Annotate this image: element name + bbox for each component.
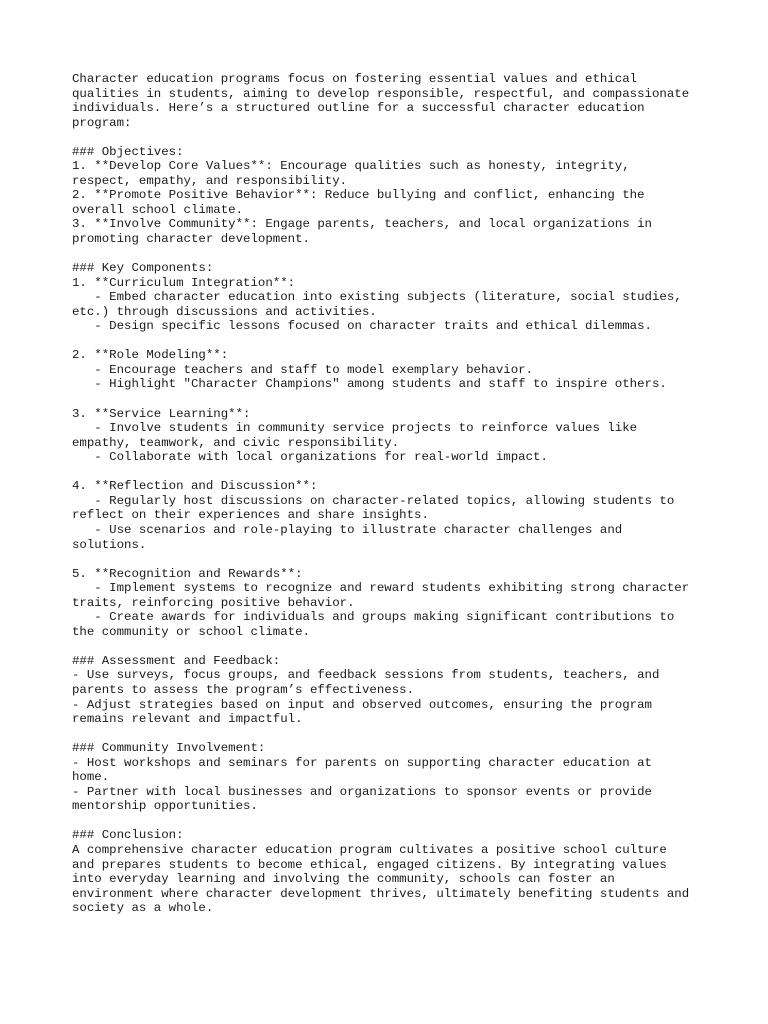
document-text-line: program: [72,115,132,130]
blank-line [72,247,712,262]
document-text-line: 1. **Develop Core Values**: Encourage qualities such as honesty, integrity, [72,159,630,174]
document-page [72,72,712,916]
document-text-line: - Partner with local businesses and organizations to sponsor events or provide [72,784,652,799]
document-text-line: qualities in students, aiming to develop responsible, respectful, and compassionate [72,86,690,101]
document-text-line: home. [72,770,110,785]
document-text-line: promoting character development. [72,232,310,247]
document-text-line: respect, empathy, and responsibility. [72,173,348,188]
blank-line [72,814,712,829]
document-text-line: - Create awards for individuals and groups making significant contributions to [72,610,675,625]
document-text-line: - Embed character education into existing subjects (literature, social studies, [72,290,682,305]
document-text-line: empathy, teamwork, and civic responsibility. [72,435,400,450]
document-text-line: 4. **Reflection and Discussion**: [72,479,318,494]
document-text-line: ### Community Involvement: [72,741,266,756]
document-text-line: 3. **Involve Community**: Engage parents, teachers, and local organizations in [72,217,652,232]
blank-line [72,334,712,349]
blank-line [72,465,712,480]
document-text-line: - Adjust strategies based on input and observed outcomes, ensuring the program [72,697,652,712]
document-text-line: ### Assessment and Feedback: [72,653,281,668]
document-text-line: environment where character development thrives, ultimately benefiting students and [72,886,690,901]
document-text-line: etc.) through discussions and activities. [72,304,377,319]
document-text-line: 5. **Recognition and Rewards**: [72,566,303,581]
document-text-line: the community or school climate. [72,624,310,639]
document-text-line: - Collaborate with local organizations for real-world impact. [72,450,548,465]
document-text-line: A comprehensive character education program cultivates a positive school culture [72,842,667,857]
document-text-line: ### Objectives: [72,144,184,159]
document-text-line: reflect on their experiences and share insights. [72,508,429,523]
document-text-line: - Encourage teachers and staff to model exemplary behavior. [72,362,534,377]
document-text-line: society as a whole. [72,901,214,916]
document-text-line: 2. **Role Modeling**: [72,348,229,363]
blank-line [72,130,712,145]
document-text-line: ### Conclusion: [72,828,184,843]
document-text-line: - Involve students in community service projects to reinforce values like [72,421,638,436]
document-text-line: 3. **Service Learning**: [72,406,251,421]
document-text-line: Character education programs focus on fostering essential values and ethical [72,72,638,86]
blank-line [72,727,712,742]
document-text-line: remains relevant and impactful. [72,712,303,727]
document-text-line: - Highlight "Character Champions" among students and staff to inspire others. [72,377,667,392]
blank-line [72,392,712,407]
document-text-line: - Host workshops and seminars for parents on supporting character education at [72,755,652,770]
document-text-line: parents to assess the program’s effectiveness. [72,682,415,697]
document-text-line: - Implement systems to recognize and reward students exhibiting strong character [72,581,690,596]
document-text-line: - Design specific lessons focused on character traits and ethical dilemmas. [72,319,652,334]
document-text-line: individuals. Here’s a structured outline for a successful character education [72,101,645,116]
document-text-line: overall school climate. [72,202,244,217]
document-text-line: - Use surveys, focus groups, and feedback sessions from students, teachers, and [72,668,660,683]
document-text-line: into everyday learning and involving the community, schools can foster an [72,872,615,887]
blank-line [72,639,712,654]
document-text-line: traits, reinforcing positive behavior. [72,595,355,610]
blank-line [72,552,712,567]
document-text-line: solutions. [72,537,147,552]
document-text-line: and prepares students to become ethical, engaged citizens. By integrating values [72,857,667,872]
document-text-line: 1. **Curriculum Integration**: [72,275,296,290]
document-text-line: ### Key Components: [72,261,214,276]
document-text-line: - Use scenarios and role-playing to illustrate character challenges and [72,522,623,537]
document-text-line: - Regularly host discussions on character-related topics, allowing students to [72,493,675,508]
document-text-line: 2. **Promote Positive Behavior**: Reduce bullying and conflict, enhancing the [72,188,645,203]
document-text-line: mentorship opportunities. [72,799,258,814]
